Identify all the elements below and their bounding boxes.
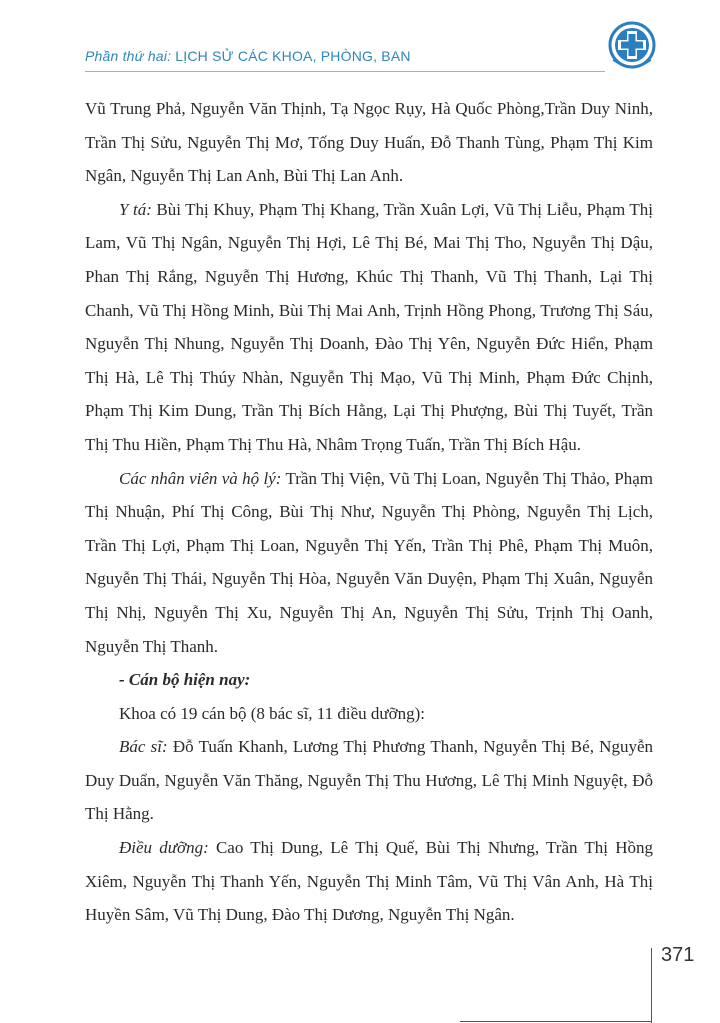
paragraph-nurses (85, 193, 653, 462)
paragraph-summary: Khoa có 19 cán bộ (8 bác sĩ, 11 điều dưỡng): (119, 703, 426, 723)
paragraph-doctors (85, 730, 653, 831)
header-part-label: Phần thứ hai: (85, 48, 172, 64)
paragraph-continued: Vũ Trung Phả, Nguyễn Văn Thịnh, Tạ Ngọc Rụy, Hà Quốc Phòng,Trần Duy Ninh, Trần Thị Sửu, Nguyễn Thị Mơ, Tống Duy Huấn, Đỗ Thanh Tùng, Phạm Thị Kim Ngân, Nguyễn Thị Lan Anh, Bùi Thị Lan Anh. (85, 99, 653, 186)
header-rule (85, 71, 605, 72)
page-number-rule-vertical (651, 948, 652, 1023)
nurses-list: Bùi Thị Khuy, Phạm Thị Khang, Trần Xuân Lợi, Vũ Thị Liễu, Phạm Thị Lam, Vũ Thị Ngân, Nguyễn Thị Hợi, Lê Thị Bé, Mai Thị Tho, Nguyễn Thị Dậu, Phan Thị Rắng, Nguyễn Thị Hương, Khúc Thị Thanh, Vũ Thị Thanh, Lại Thị Chanh, Vũ Thị Hồng Minh, Bùi Thị Mai Anh, Trịnh Hồng Phong, Trương Thị Sáu, Nguyễn Thị Nhung, Nguyễn Thị Doanh, Đào Thị Yên, Nguyễn Đức Hiển, Phạm Thị Hà, Lê Thị Thúy Nhàn, Nguyễn Thị Mạo, Vũ Thị Minh, Phạm Đức Chịnh, Phạm Thị Kim Dung, Trần Thị Bích Hằng, Lại Thị Phượng, Bùi Thị Tuyết, Trần Thị Thu Hiền, Phạm Thị Thu Hà, Nhâm Trọng Tuấn, Trần Thị Bích Hậu. (85, 199, 653, 454)
staff-list: Trần Thị Viện, Vũ Thị Loan, Nguyễn Thị Thảo, Phạm Thị Nhuận, Phí Thị Công, Bùi Thị Như, Nguyễn Thị Phòng, Nguyễn Thị Lịch, Trần Thị Lợi, Phạm Thị Loan, Nguyễn Thị Yến, Trần Thị Phê, Phạm Thị Muôn, Nguyễn Thị Thái, Nguyễn Thị Hòa, Nguyễn Văn Duyện, Phạm Thị Xuân, Nguyễn Thị Nhị, Nguyễn Thị Xu, Nguyễn Thị An, Nguyễn Thị Sửu, Trịnh Thị Oanh, Nguyễn Thị Thanh. (85, 468, 653, 656)
nursing-label: Điều dưỡng: (119, 838, 209, 858)
paragraph-nursing (85, 831, 653, 932)
doctors-list: Đỗ Tuấn Khanh, Lương Thị Phương Thanh, Nguyễn Thị Bé, Nguyễn Duy Duẩn, Nguyễn Văn Thăng, Nguyễn Thị Thu Hương, Lê Thị Minh Nguyệt, Đỗ Thị Hằng. (85, 737, 653, 824)
nursing-list: Cao Thị Dung, Lê Thị Quế, Bùi Thị Nhưng, Trần Thị Hồng Xiêm, Nguyễn Thị Thanh Yến, Nguyễn Thị Minh Tâm, Vũ Thị Vân Anh, Hà Thị Huyền Sâm, Vũ Thị Dung, Đào Thị Dương, Nguyễn Thị Ngân. (85, 838, 653, 925)
running-header (85, 48, 411, 64)
page-number-rule-horizontal (460, 1021, 652, 1022)
paragraph-staff (85, 462, 653, 664)
hospital-logo-icon (607, 20, 657, 74)
header-title: LỊCH SỬ CÁC KHOA, PHÒNG, BAN (175, 48, 411, 64)
section-heading: - Cán bộ hiện nay: (119, 670, 251, 690)
staff-label: Các nhân viên và hộ lý: (119, 468, 282, 488)
doctors-label: Bác sĩ: (119, 737, 168, 757)
nurses-label: Y tá: (119, 199, 152, 219)
page-number: 371 (661, 944, 695, 966)
page-body (85, 92, 653, 932)
